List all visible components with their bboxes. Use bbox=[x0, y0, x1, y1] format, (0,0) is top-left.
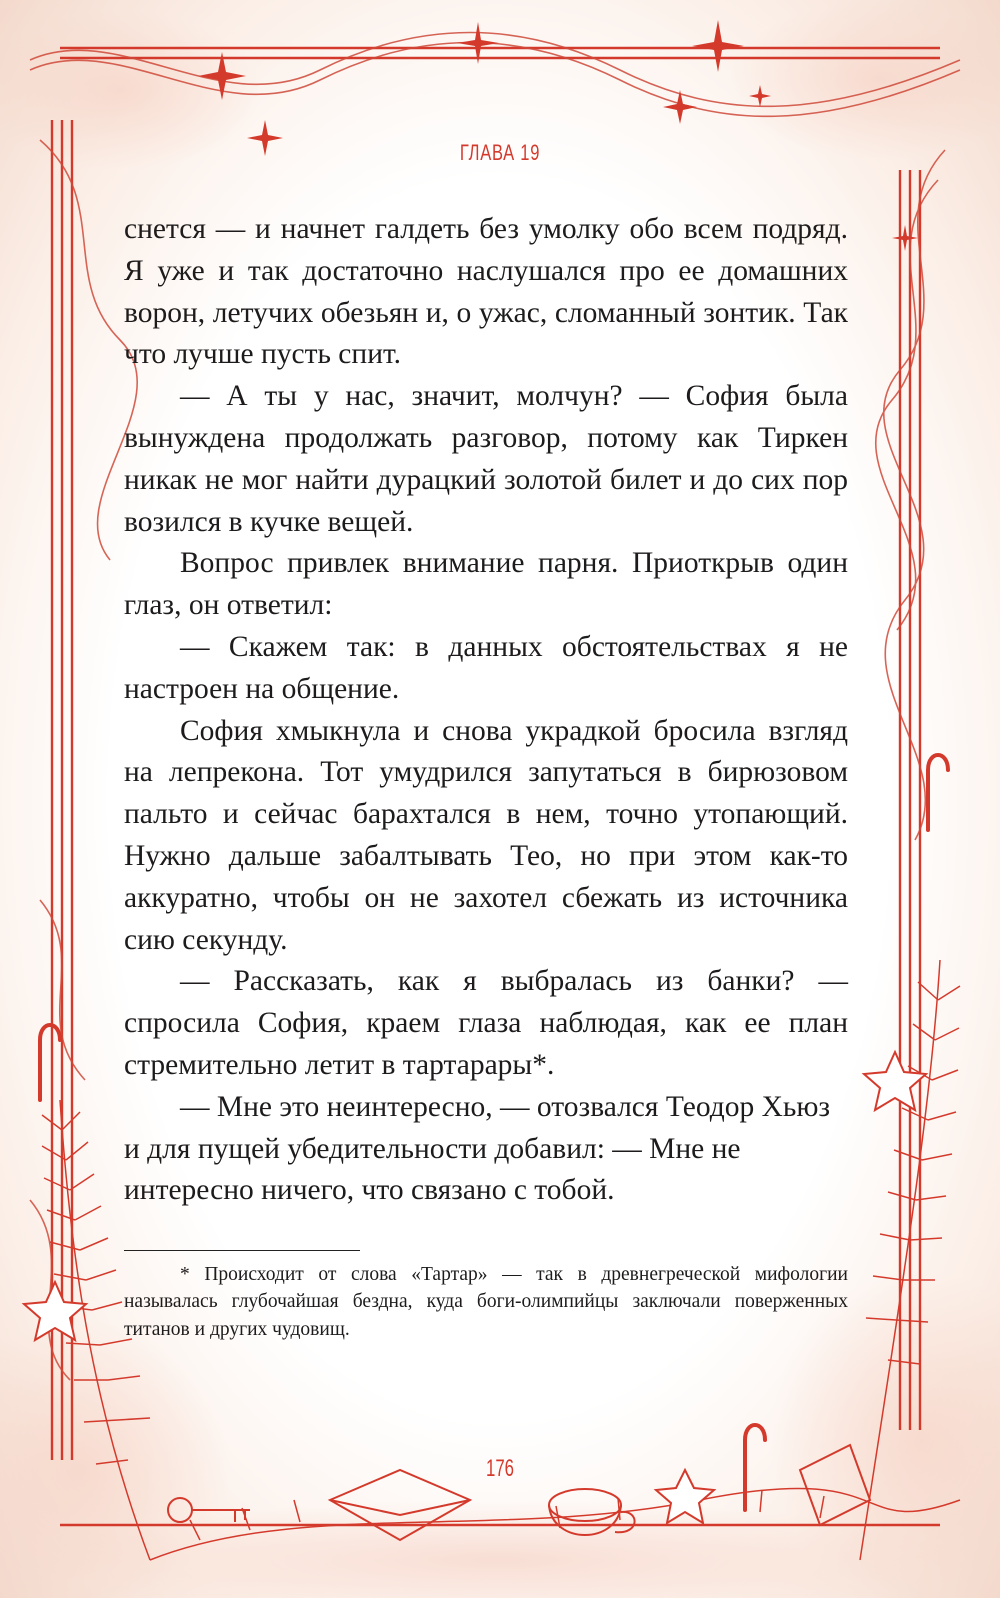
paragraph-1: снется — и начнет галдеть без умолку обо всем подряд. Я уже и так достаточно наслушался про ее домашних ворон, летучих обезьян и, о ужас, сломанный зонтик. Так что лучше пусть спит. bbox=[124, 213, 848, 371]
paragraph-4: — Скажем так: в данных обстоятельствах я не настроен на общение. bbox=[124, 630, 848, 705]
body-text bbox=[124, 209, 848, 1212]
page-number: 176 bbox=[485, 1455, 515, 1482]
footnote: * Происходит от слова «Тартар» — так в древнегреческой мифологии называлась глубочайшая бездна, куда боги-олимпийцы заключали поверженных титанов и других чудовищ. bbox=[124, 1264, 848, 1340]
paragraph-7: — Мне это неинтересно, — отозвался Теодор Хьюз и для пущей убедительности добавил: — Мне не интересно ничего, что связано с тобой. bbox=[124, 1090, 831, 1207]
chapter-header: ГЛАВА 19 bbox=[459, 140, 541, 165]
paragraph-3: Вопрос привлек внимание парня. Приоткрыв один глаз, он ответил: bbox=[124, 547, 848, 622]
paragraph-5: София хмыкнула и снова украдкой бросила взгляд на лепрекона. Тот умудрился запутаться в бирюзовом пальто и сейчас барахтался в нем, точно утопающий. Нужно дальше забалтывать Тео, но при этом как-то аккуратно, чтобы он не захотел сбежать из источника сию секунду. bbox=[124, 714, 848, 956]
paragraph-2: — А ты у нас, значит, молчун? — София была вынуждена продолжать разговор, потому как Тиркен никак не мог найти дурацкий золотой билет и до сих пор возился в кучке вещей. bbox=[124, 380, 848, 538]
paragraph-6: — Рассказать, как я выбралась из банки? — спросила София, краем глаза наблюдая, как ее план стремительно летит в тартарары*. bbox=[124, 965, 848, 1081]
footnote-divider bbox=[124, 1250, 360, 1251]
